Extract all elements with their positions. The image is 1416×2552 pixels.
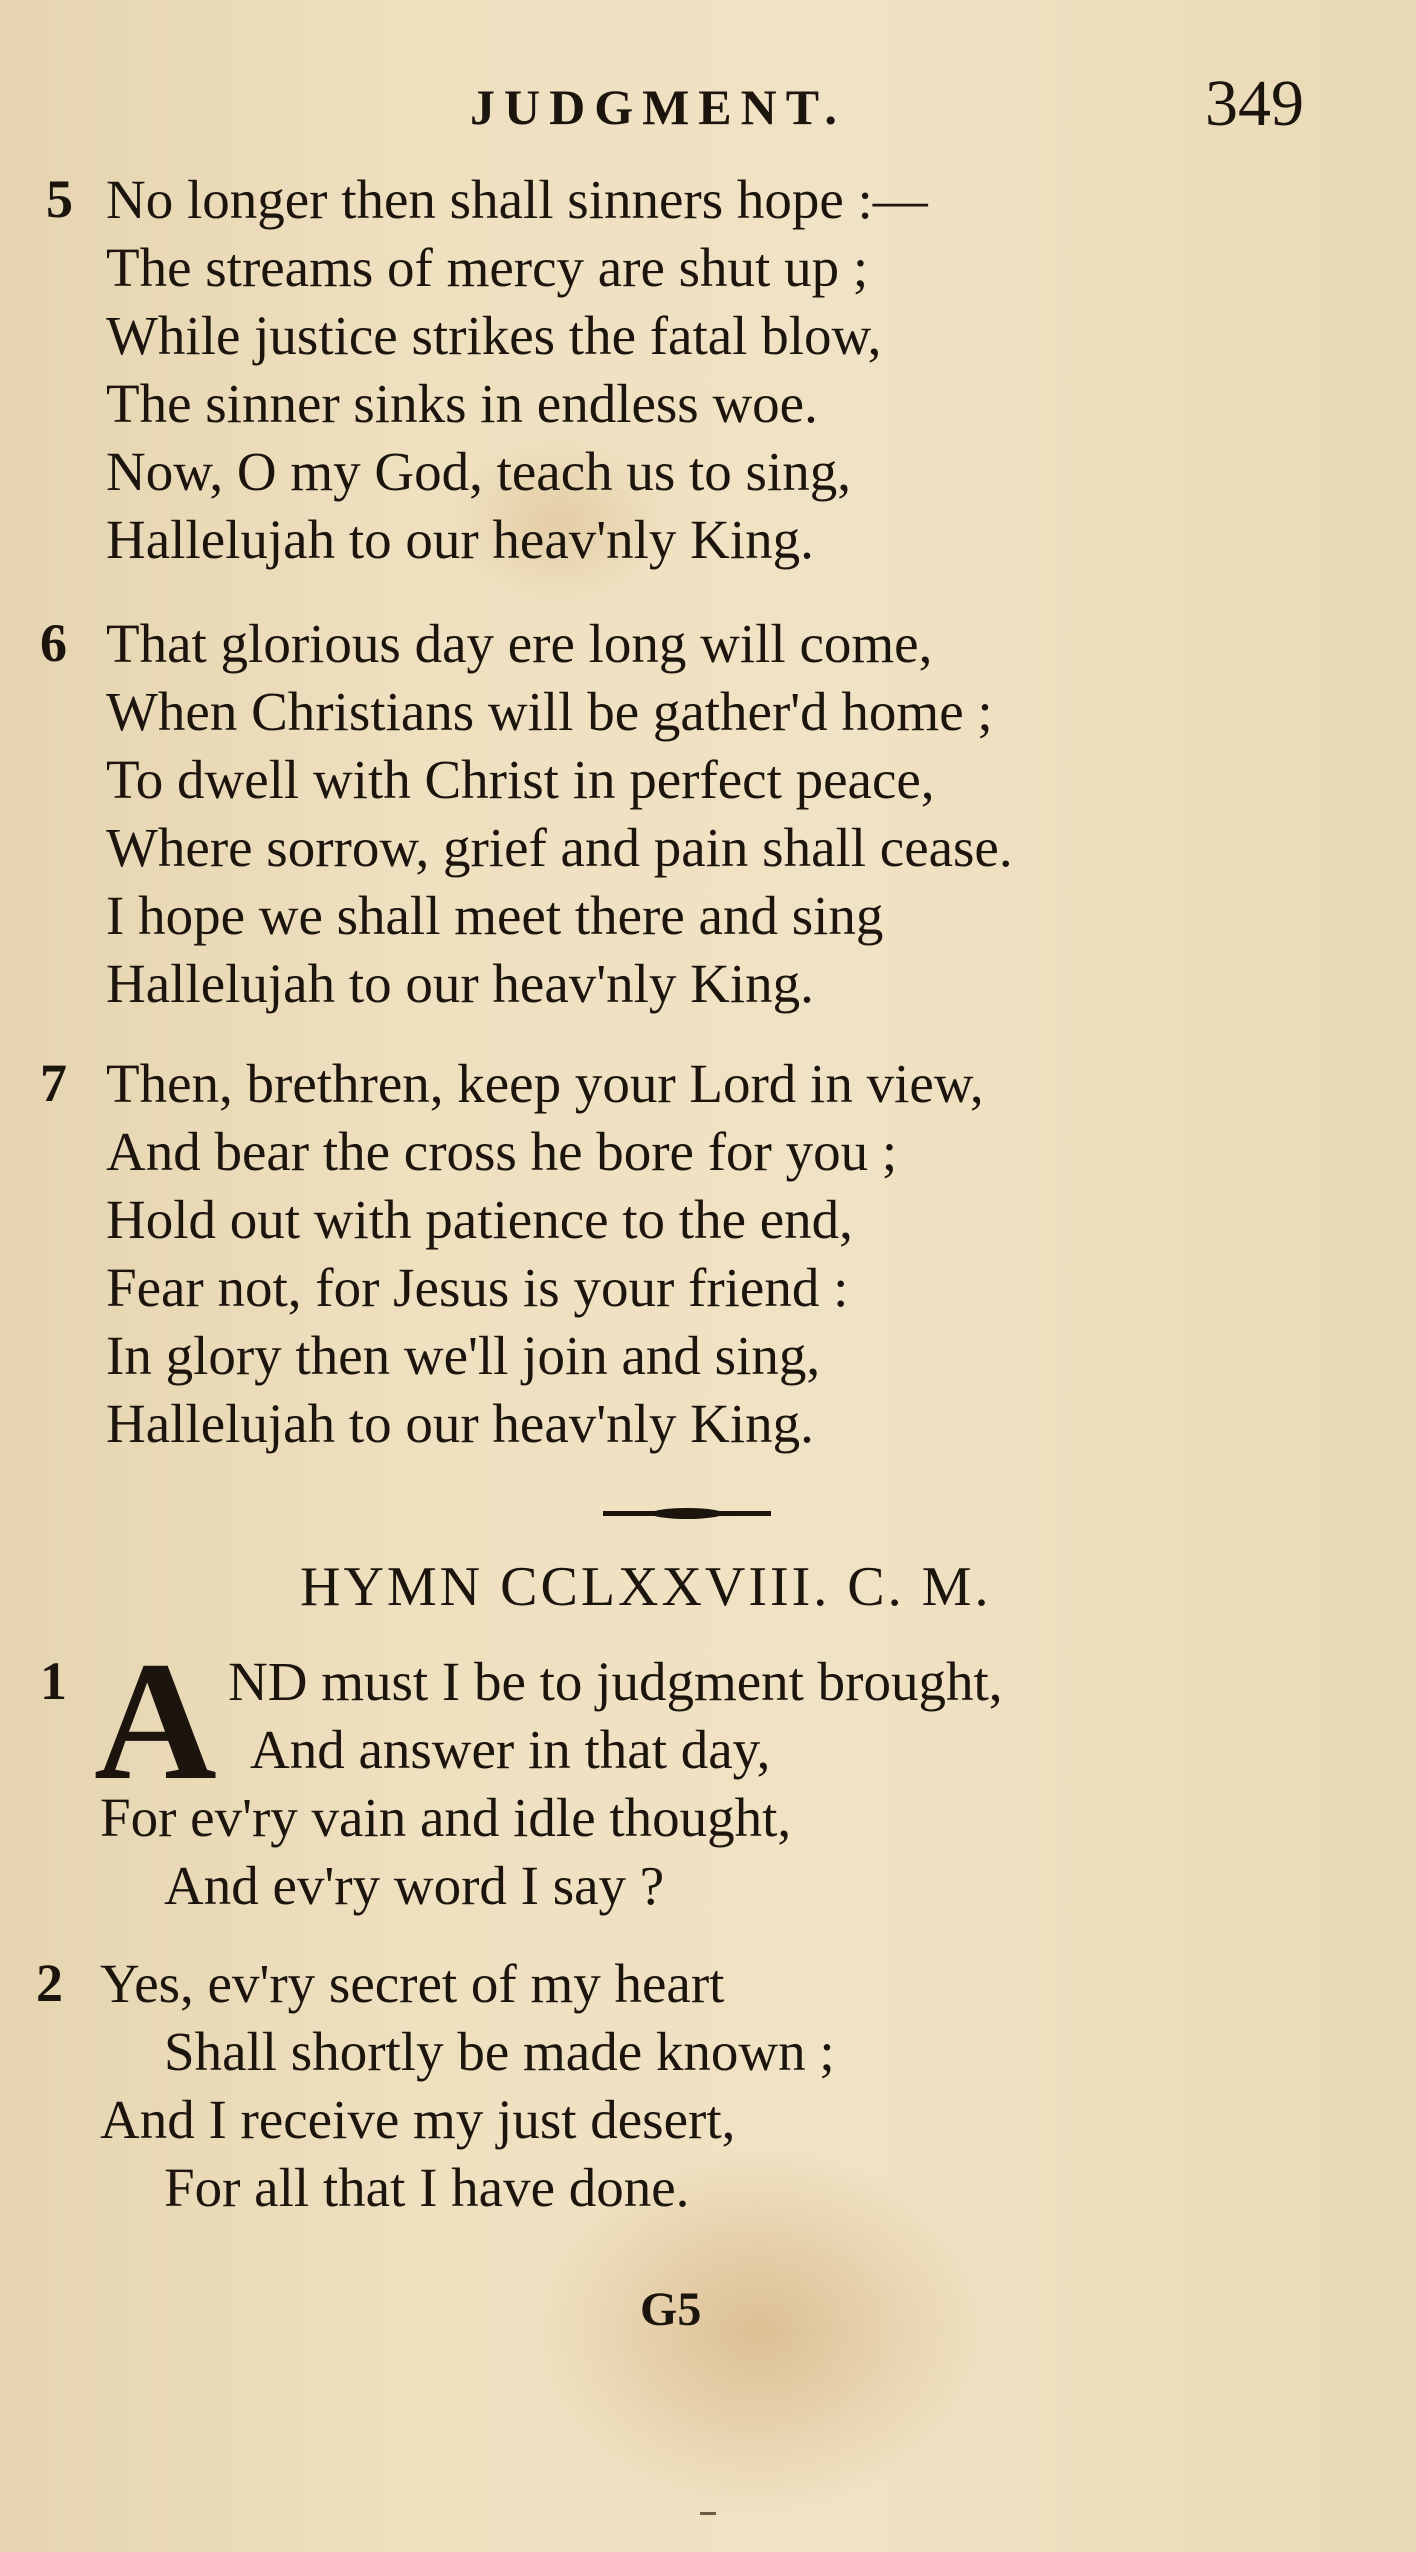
verse-number: 6	[40, 613, 67, 673]
page-number: 349	[1205, 67, 1304, 140]
verse-line: ND must I be to judgment brought,	[228, 1651, 1003, 1712]
verse-line: While justice strikes the fatal blow,	[106, 305, 882, 366]
verse-line: Yes, ev'ry secret of my heart	[100, 1953, 725, 2014]
verse-line: The sinner sinks in endless woe.	[106, 373, 818, 434]
verse-line: That glorious day ere long will come,	[106, 613, 933, 674]
verse-line: Hallelujah to our heav'nly King.	[106, 1393, 814, 1454]
page-mark	[700, 2512, 716, 2515]
verse-line: For ev'ry vain and idle thought,	[100, 1787, 792, 1848]
verse-line: No longer then shall sinners hope :—	[106, 169, 928, 230]
verse-line: Hallelujah to our heav'nly King.	[106, 509, 814, 570]
verse-line: And I receive my just desert,	[100, 2089, 736, 2150]
verse-line: For all that I have done.	[164, 2157, 690, 2218]
verse-line: Hold out with patience to the end,	[106, 1189, 853, 1250]
verse-line: In glory then we'll join and sing,	[106, 1325, 821, 1386]
verse-number: 5	[46, 169, 73, 229]
running-header: JUDGMENT.	[470, 79, 846, 135]
verse-line: Fear not, for Jesus is your friend :	[106, 1257, 849, 1318]
verse-line: Where sorrow, grief and pain shall cease.	[106, 817, 1013, 878]
verse-line: Shall shortly be made known ;	[164, 2021, 835, 2082]
verse-line: Now, O my God, teach us to sing,	[106, 441, 851, 502]
verse-line: Then, brethren, keep your Lord in view,	[106, 1053, 984, 1114]
verse-number: 1	[40, 1651, 67, 1711]
verse-line: And ev'ry word I say ?	[164, 1855, 665, 1916]
verse-line: The streams of mercy are shut up ;	[106, 237, 869, 298]
verse-number: 2	[36, 1953, 63, 2013]
verse-line: To dwell with Christ in perfect peace,	[106, 749, 935, 810]
section-divider	[603, 1508, 771, 1518]
verse-line: When Christians will be gather'd home ;	[106, 681, 993, 742]
verse-line: Hallelujah to our heav'nly King.	[106, 953, 814, 1014]
printer-signature: G5	[640, 2283, 702, 2336]
hymn-title: HYMN CCLXXVIII. C. M.	[300, 1556, 992, 1618]
verse-line: And answer in that day,	[250, 1719, 771, 1780]
verse-line: I hope we shall meet there and sing	[106, 885, 884, 946]
verse-number: 7	[40, 1053, 67, 1113]
verse-line: And bear the cross he bore for you ;	[106, 1121, 898, 1182]
drop-cap: A	[94, 1627, 217, 1815]
